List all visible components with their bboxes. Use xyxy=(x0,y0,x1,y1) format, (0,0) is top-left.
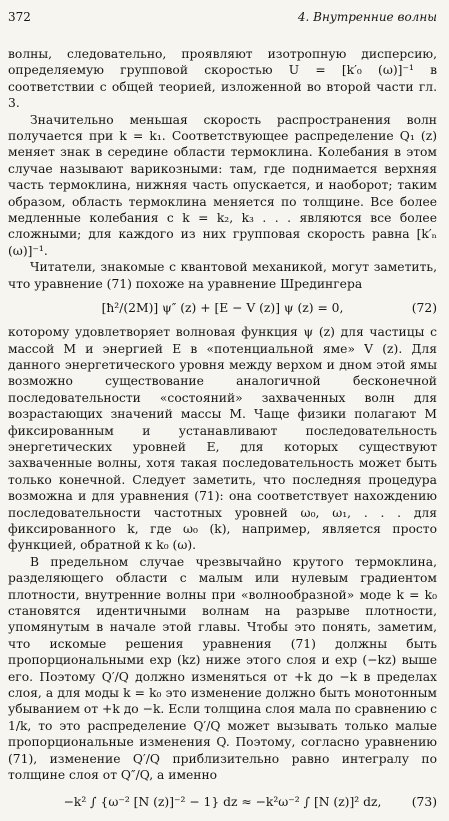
paragraph: волны, следовательно, проявляют изотропную дисперсию, определяемую групповой скоростью U = [k′₀ (ω)]⁻¹ в соответствии с общей теорией, изложенной во второй части гл. 3. xyxy=(8,47,437,111)
page-number: 372 xyxy=(8,10,31,24)
running-head: 4. Внутренние волны xyxy=(297,10,437,24)
page-header xyxy=(8,10,437,26)
equation-number: (72) xyxy=(411,301,437,316)
paragraph: которому удовлетворяет волновая функция ψ (z) для частицы с массой M и энергией E в «потенциальной яме» V (z). Для данного энергетического уровня между верхом и дном этой ямы возможно существование аналогичной бесконечной последовательности «состояний» захваченных волн для возрастающих значений массы M. Чаще физики полагают M фиксированным и устанавливают последовательность энергетических уровней E, для которых существуют захваченные волны, хотя такая последовательность может быть только конечной. Следует заметить, что последняя процедура возможна и для уравнения (71): она соответствует нахождению последовательности частотных уровней ω₀, ω₁, . . . для фиксированного k, где ω₀ (k), например, является просто функцией, обратной к k₀ (ω). xyxy=(8,325,437,553)
equation-number: (73) xyxy=(411,795,437,810)
paragraph: Читатели, знакомые с квантовой механикой, могут заметить, что уравнение (71) похоже на уравнение Шредингера xyxy=(8,260,437,291)
page-body xyxy=(8,46,437,821)
paragraph: В предельном случае чрезвычайно крутого термоклина, разделяющего области с малым или нулевым градиентом плотности, внутренние волны при «волнообразной» моде k = k₀ становятся идентичными волнам на разрыве плотности, упомянутым в начале этой главы. Чтобы это понять, заметим, что искомые решения уравнения (71) должны быть пропорциональными exp (kz) ниже этого слоя и exp (−kz) выше его. Поэтому Q′/Q должно изменяться от +k до −k в пределах слоя, а для моды k = k₀ это изменение должно быть монотонным убыванием от +k до −k. Если толщина слоя мала по сравнению с 1/k, то это распределение Q′/Q может вызывать только малые пропорциональные изменения Q. Поэтому, согласно уравнению (71), изменение Q′/Q приблизительно равно интегралу по толщине слоя от Q″/Q, а именно xyxy=(8,554,437,783)
paragraph: Значительно меньшая скорость распространения волн получается при k = k₁. Соответствующее распределение Q₁ (z) меняет знак в середине области термоклина. Колебания в этом случае называют варикозными: там, где поднимается верхняя часть термоклина, нижняя часть опускается, и наоборот; таким образом, область термоклина меняется по толщине. Все более медленные колебания с k = k₂, k₃ . . . являются все более сложными; для каждого из них групповая скорость равна [k′ₙ (ω)]⁻¹. xyxy=(8,112,437,258)
equation-body: −k² ∫ {ω⁻² [N (z)]⁻² − 1} dz ≈ −k²ω⁻² ∫ [N (z)]² dz, xyxy=(63,795,382,810)
equation-73 xyxy=(8,785,437,819)
equation-body: [ħ²/(2M)] ψ″ (z) + [E − V (z)] ψ (z) = 0, xyxy=(101,301,344,316)
equation-72 xyxy=(8,294,437,322)
